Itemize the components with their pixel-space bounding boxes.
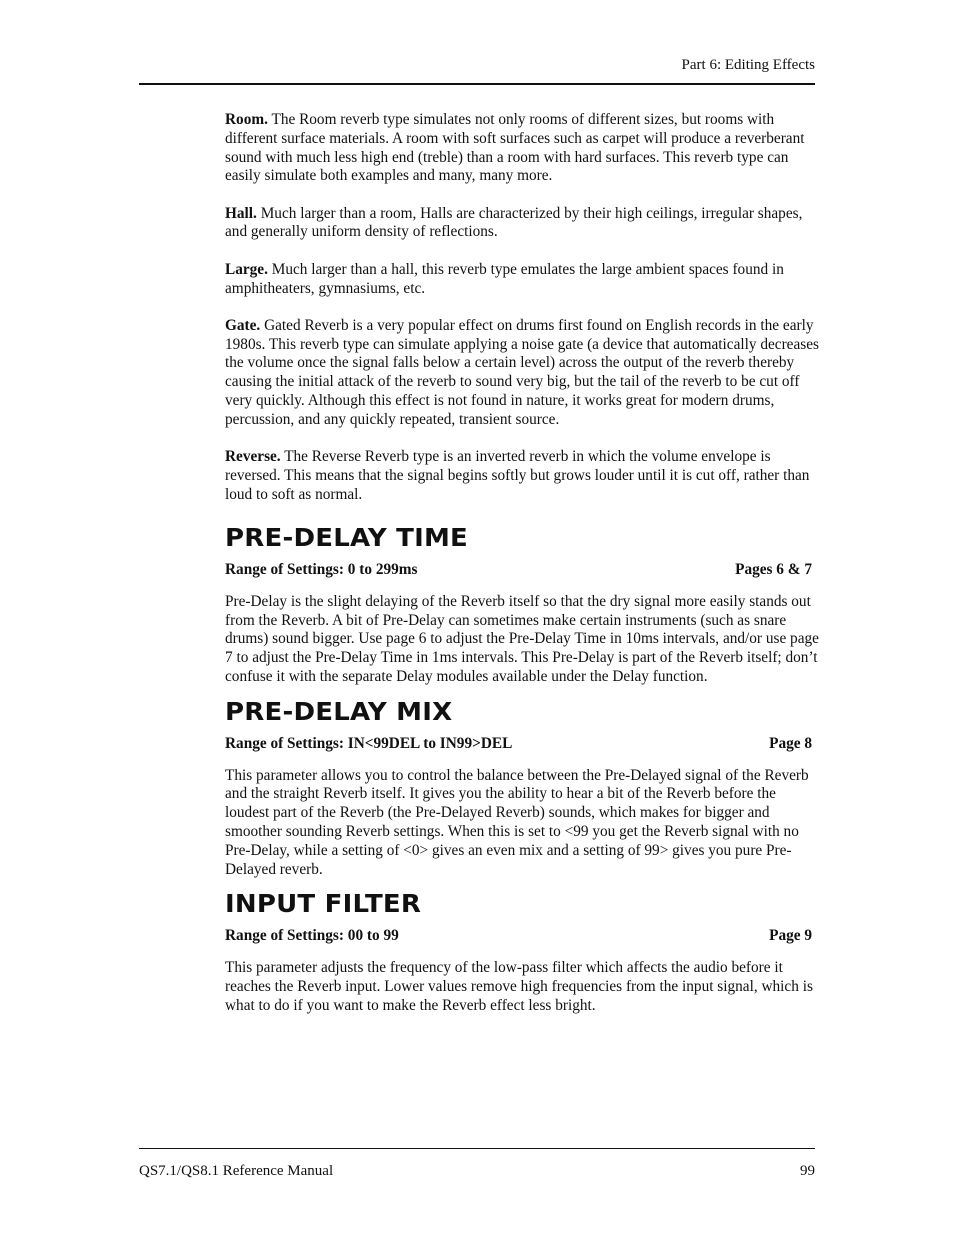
footer-page-number: 99 xyxy=(800,1163,815,1179)
section-body: This parameter adjusts the frequency of the low-pass filter which affects the audio before it reaches the Reverb input. Lower values remove high frequencies from the input signal, which is what to do if you want to make the Reverb effect less bright. xyxy=(225,959,813,1014)
text-gate: Gated Reverb is a very popular effect on drums first found on English records in the early 1980s. This reverb type can simulate applying a noise gate (a device that automatically decreases the volume once the signal falls below a certain level) across the output of the reverb thereby causing the initial attack of the reverb to sound very big, but the tail of the reverb to be cut off very quickly. Although this effect is not found in nature, it works great for modern drums, percussion, and any quickly repeated, transient source. xyxy=(225,316,819,428)
range-row xyxy=(225,735,812,754)
text-room: The Room reverb type simulates not only rooms of different sizes, but rooms with different surface materials. A room with soft surfaces such as carpet will produce a reverberant sound with much less high end (treble) than a room with hard surfaces. This reverb type can easily simulate both examples and many, many more. xyxy=(225,111,805,185)
section-heading: PRE-DELAY TIME xyxy=(225,523,469,553)
header-rule xyxy=(139,83,815,85)
term-gate: Gate. xyxy=(225,316,261,334)
section-body: Pre-Delay is the slight delaying of the Reverb itself so that the dry signal more easily stands out from the Reverb. A bit of Pre-Delay can sometimes make certain instruments (such as snare drums) sound bigger. Use page 6 to adjust the Pre-Delay Time in 10ms intervals, and/or use page 7 to adjust the Pre-Delay Time in 1ms intervals. This Pre-Delay is part of the Reverb itself; don’t confuse it with the separate Delay modules available under the Delay function. xyxy=(225,592,819,686)
section-input-filter xyxy=(225,889,822,1015)
section-body: This parameter allows you to control the balance between the Pre-Delayed signal of the Reverb and the straight Reverb itself. It gives you the ability to hear a bit of the Reverb before the loudest part of the Reverb (the Pre-Delayed Reverb) sounds, which makes for bigger and smoother sounding Reverb settings. When this is set to <99 you get the Reverb signal with no Pre-Delay, while a setting of <0> gives an even mix and a setting of 99> gives you pure Pre-Delayed reverb. xyxy=(225,766,809,878)
paragraph-room xyxy=(225,111,822,186)
range-of-settings: Range of Settings: IN<99DEL to IN99>DEL xyxy=(225,734,513,752)
page-reference: Pages 6 & 7 xyxy=(735,561,812,579)
running-header: Part 6: Editing Effects xyxy=(681,57,815,73)
range-of-settings: Range of Settings: 00 to 99 xyxy=(225,927,399,945)
footer-manual-title: QS7.1/QS8.1 Reference Manual xyxy=(139,1163,334,1179)
section-heading: INPUT FILTER xyxy=(225,889,422,919)
paragraph-hall xyxy=(225,205,822,243)
paragraph-large xyxy=(225,261,822,299)
page-content xyxy=(225,111,822,1026)
term-hall: Hall. xyxy=(225,204,257,222)
section-pre-delay-mix xyxy=(225,697,822,880)
paragraph-reverse xyxy=(225,448,822,504)
range-row xyxy=(225,927,812,946)
page-reference: Page 9 xyxy=(769,927,812,945)
range-of-settings: Range of Settings: 0 to 299ms xyxy=(225,561,418,579)
term-reverse: Reverse. xyxy=(225,448,281,466)
text-reverse: The Reverse Reverb type is an inverted reverb in which the volume envelope is reversed. This means that the signal begins softly but grows louder until it is cut off, rather than loud to soft as normal. xyxy=(225,448,810,503)
paragraph-gate xyxy=(225,317,822,430)
term-large: Large. xyxy=(225,260,268,278)
text-hall: Much larger than a room, Halls are characterized by their high ceilings, irregular shapes, and generally uniform density of reflections. xyxy=(225,204,803,241)
section-pre-delay-time xyxy=(225,523,822,687)
text-large: Much larger than a hall, this reverb type emulates the large ambient spaces found in amphitheaters, gymnasiums, etc. xyxy=(225,260,784,297)
range-row xyxy=(225,561,812,580)
section-heading: PRE-DELAY MIX xyxy=(225,696,453,726)
page-reference: Page 8 xyxy=(769,734,812,752)
footer-rule xyxy=(139,1148,815,1149)
term-room: Room. xyxy=(225,111,268,128)
